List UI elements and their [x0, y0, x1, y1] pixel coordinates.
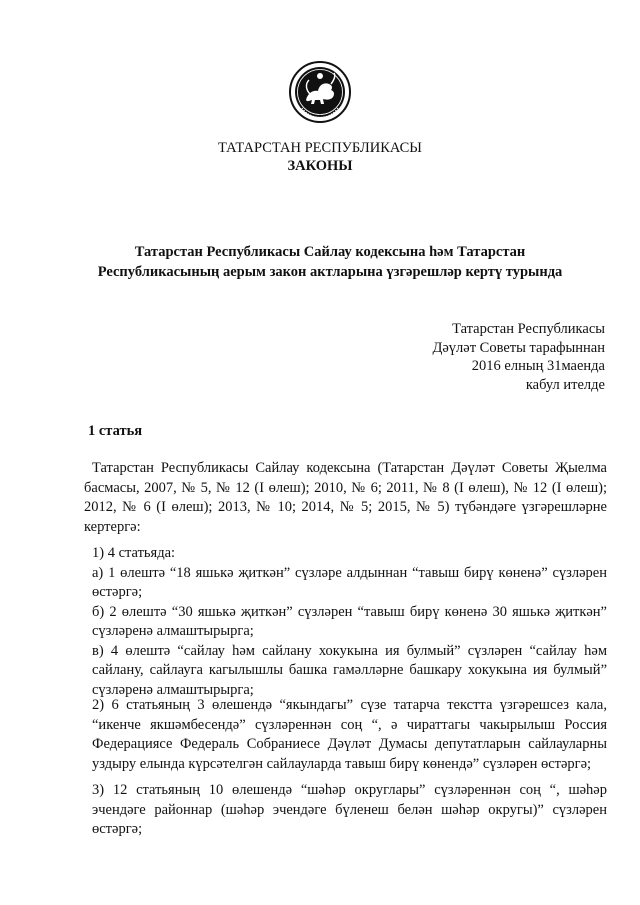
- adoption-date: 2016 елның 31маенда: [471, 358, 605, 374]
- law-title: [60, 242, 600, 282]
- sub-item-a: а) 1 өлештә “18 яшькә җиткән” сүзләре алдыннан “тавыш бирү көненә” сүзләрен өстәргә;: [92, 564, 607, 600]
- law-heading: ЗАКОНЫ: [287, 158, 353, 174]
- adoption-line: Татарстан Республикасы: [452, 321, 605, 337]
- adoption-block: [432, 320, 605, 394]
- article-heading: 1 статья: [88, 423, 143, 439]
- item-text: 3) 12 статьяның 10 өлешендә “шәһәр округлары” сүзләреннән соң “, шәһәр эчендәге районнар (шәһәр эчендәге бүленеш белән шәһәр округы)” сүзләрен өстәргә;: [92, 782, 607, 837]
- article-intro: Татарстан Республикасы Сайлау кодексына (Татарстан Дәүләт Советы Җыелма басмасы, 2007, № 5, № 12 (I өлеш); 2010, № 6; 2011, № 8 (I өлеш), № 12 (I өлеш); 2012, № 6 (I өлеш); 2013, № 10; 2014, № 5; 2015, № 5) түбәндәге үзгәрешләрне кертергә:: [84, 460, 607, 535]
- item-heading: 1) 4 статьяда:: [92, 545, 176, 561]
- adoption-line: Дәүләт Советы тарафыннан: [432, 339, 605, 356]
- sub-item-c: в) 4 өлештә “сайлау һәм сайлану хокукына ия булмый” сүзләрен “сайлау һәм сайлану, сайлауга кагылышлы башка гамәлләрне башкару хокукына ия булмый” сүзләренә алмаштырырга;: [92, 642, 607, 698]
- republic-heading: ТАТАРСТАН РЕСПУБЛИКАСЫ: [218, 140, 422, 156]
- article-item-3: [84, 781, 607, 840]
- article-item-2: [84, 696, 607, 774]
- adoption-line: кабул ителде: [525, 376, 605, 393]
- article-item-1: [84, 544, 607, 700]
- sub-item-b: б) 2 өлештә “30 яшькә җиткән” сүзләрен “тавыш бирү көненә 30 яшькә җиткән” сүзләренә алмаштырырга;: [92, 603, 607, 639]
- item-text: 2) 6 статьяның 3 өлешендә “якындагы” сүзе татарча текстта үзгәрешсез кала, “икенче якшәмбесендә” сүзләреннән соң “, ә чираттагы чакырылыш Россия Федерациясе Федераль Собраниесе Дәүләт Думасы депутатларын сайлауларны уздыру елында күрсәтелгән сайлауларда тавыш бирү көнендә” сүзләрен өстәргә;: [92, 697, 607, 772]
- law-title-line: Татарстан Республикасы Сайлау кодексына һәм Татарстан: [134, 244, 526, 260]
- tatarstan-emblem-icon: [288, 60, 352, 124]
- law-title-line: Республикасының аерым закон актларына үзгәрешләр кертү турында: [97, 264, 563, 280]
